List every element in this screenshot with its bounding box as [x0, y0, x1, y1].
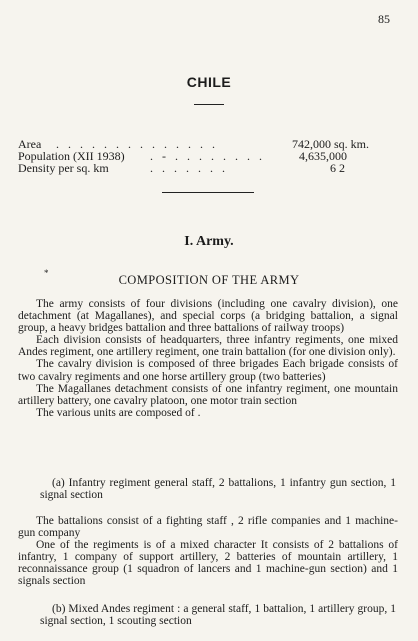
- paragraph: The army consists of four divisions (including one cavalry division), one detachment (at Magallanes), and special corps (a bridging battalion, a signal group, a heavy bridges battalion and three battalions of railway troops): [18, 298, 398, 335]
- section-heading: I. Army.: [184, 234, 234, 249]
- stat-leader-dots: . . . . . . . . . . . . . .: [56, 137, 218, 151]
- paragraph: The various units are composed of .: [36, 406, 201, 419]
- stat-label: Density per sq. km: [18, 161, 109, 175]
- stat-label: Population (XII 1938): [18, 149, 125, 163]
- stat-label: Area: [18, 137, 42, 151]
- item-a: [40, 477, 396, 501]
- body-text: [18, 298, 398, 419]
- paragraph: The Magallanes detachment consists of one infantry regiment, one mountain artillery battery, one cavalry platoon, one motor train section: [18, 382, 398, 407]
- body-text-2: [18, 515, 398, 588]
- title-rule: [194, 104, 224, 105]
- stat-value: 6 2: [330, 161, 345, 175]
- item-b: [40, 603, 396, 627]
- stat-value: 742,000 sq. km.: [292, 137, 370, 151]
- list-item: (b) Mixed Andes regiment : a general staff, 1 battalion, 1 artillery group, 1 signal section, 1 scouting section: [40, 603, 396, 628]
- statistics-block: [18, 138, 398, 174]
- section-divider: [162, 192, 254, 193]
- stat-leader-dots: . - . . . . . . . .: [150, 149, 265, 163]
- paragraph: The battalions consist of a fighting staff , 2 rifle companies and 1 machine-gun company: [18, 515, 398, 540]
- margin-mark: *: [44, 268, 49, 278]
- stat-leader-dots: . . . . . . .: [150, 161, 228, 175]
- stat-value: 4,635,000: [299, 149, 347, 163]
- paragraph: Each division consists of headquarters, three infantry regiments, one mixed Andes regiment, one artillery regiment, one train battalion (for one division only).: [18, 334, 398, 359]
- stat-row-density: [18, 162, 398, 174]
- subheading: COMPOSITION OF THE ARMY: [118, 273, 300, 287]
- paragraph: One of the regiments is of a mixed character It consists of 2 battalions of infantry, 1 company of support artillery, 2 batteries of mountain artillery, 1 reconnaissance group (1 squadron of lancers and 1 machine-gun section) and 1 signals section: [18, 539, 398, 588]
- page-number: 85: [378, 12, 390, 26]
- list-item: (a) Infantry regiment general staff, 2 battalions, 1 infantry gun section, 1 signal section: [40, 477, 396, 502]
- country-title: CHILE: [186, 74, 232, 90]
- paragraph: The cavalry division is composed of three brigades Each brigade consists of two cavalry regiments and one horse artillery group (two batteries): [18, 358, 398, 383]
